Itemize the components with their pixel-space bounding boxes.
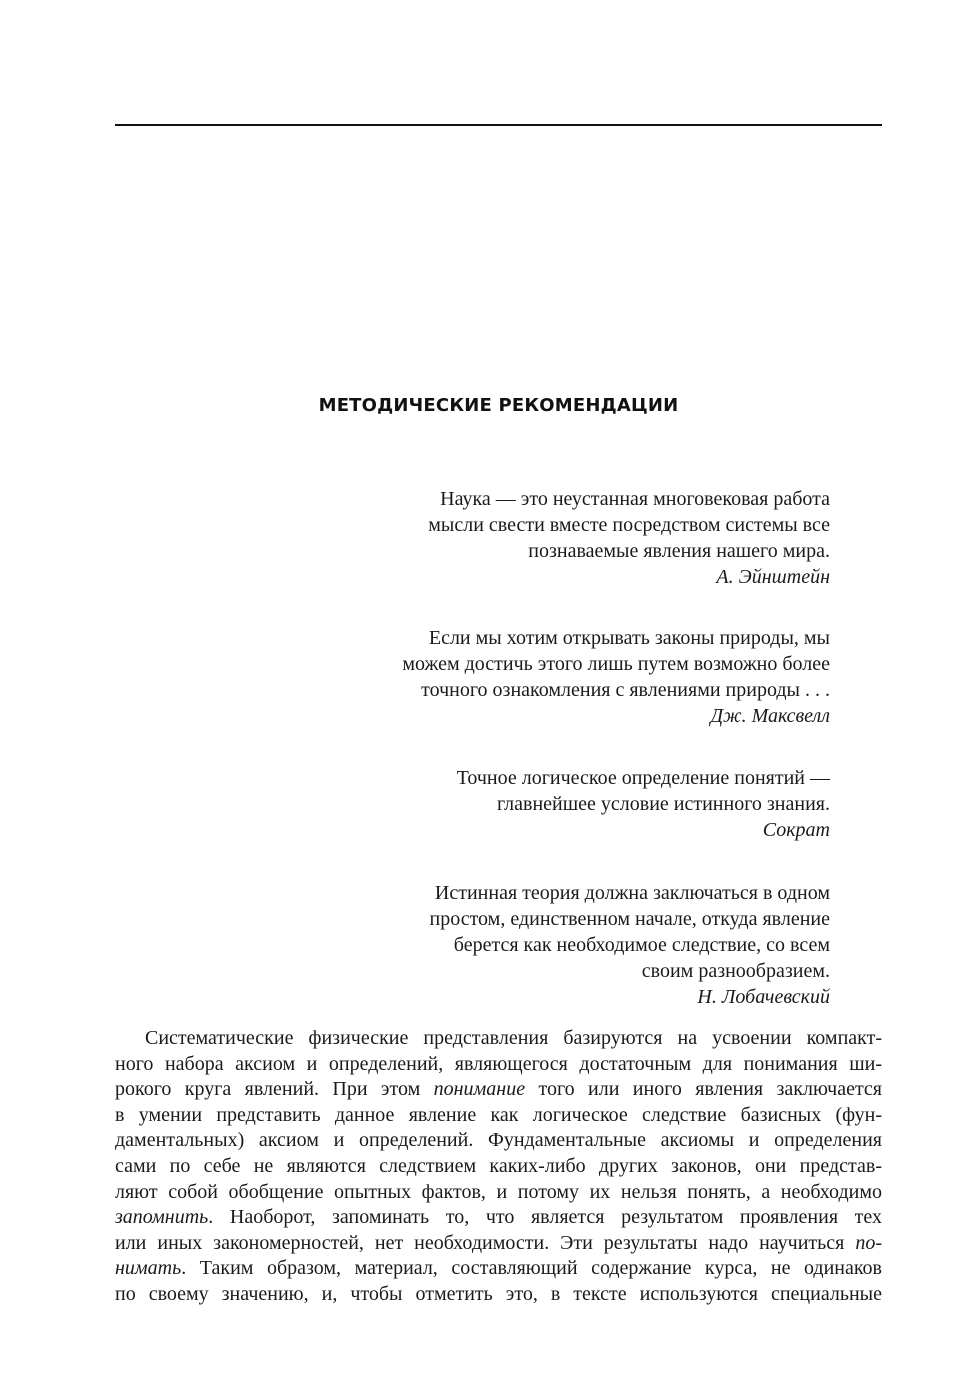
body-text-segment: или иных закономерностей, нет необходимости. Эти результаты надо научиться (115, 1231, 845, 1254)
body-text-segment: . Наоборот, запоминать то, что является результатом проявления тех (208, 1206, 882, 1229)
body-paragraph (115, 1026, 882, 1308)
epigraph-line: Точное логическое определение понятий — (456, 767, 830, 789)
epigraph-socrates (310, 765, 830, 843)
body-line (115, 1077, 882, 1103)
epigraph-line: Наука — это неустанная многовековая работа (440, 488, 830, 510)
epigraph-line: познаваемые явления нашего мира. (528, 540, 830, 562)
body-line: даментальных) аксиом и определений. Фундаментальные аксиомы и определения (115, 1129, 882, 1152)
epigraph-author: Сократ (762, 819, 830, 841)
section-title: МЕТОДИЧЕСКИЕ РЕКОМЕНДАЦИИ (318, 395, 679, 416)
epigraph-line: мысли свести вместе посредством системы все (428, 514, 830, 536)
body-text-segment: рокого круга явлений. При этом (115, 1078, 421, 1101)
body-line (115, 1205, 882, 1231)
body-line: Систематические физические представления базируются на усвоении компакт- (145, 1027, 882, 1049)
body-line (115, 1256, 882, 1282)
emphasis-understand-start: по- (855, 1231, 883, 1254)
body-line (115, 1231, 882, 1257)
epigraph-author: Дж. Максвелл (710, 705, 830, 727)
emphasis-understand-end: нимать (115, 1257, 182, 1280)
body-line: ляют собой обобщение опытных фактов, и потому их нельзя понять, а необходимо (115, 1180, 882, 1203)
body-line: в умении представить данное явление как логическое следствие базисных (фун- (115, 1103, 882, 1126)
body-text-segment: того или иного явления заключается (538, 1078, 883, 1101)
body-line: сами по себе не являются следствием каких-либо других законов, они представ- (115, 1154, 882, 1177)
epigraph-line: своим разнообразием. (641, 960, 830, 982)
epigraph-line: Истинная теория должна заключаться в одном (434, 882, 830, 904)
epigraph-lobachevsky (310, 880, 830, 1010)
emphasis-memorize: запомнить (115, 1206, 209, 1229)
body-line: по своему значению, и, чтобы отметить это, в тексте используются специальные (115, 1282, 882, 1305)
body-text-segment: . Таким образом, материал, составляющий содержание курса, не одинаков (181, 1257, 882, 1280)
epigraph-line: можем достичь этого лишь путем возможно более (402, 653, 830, 675)
epigraph-author: Н. Лобачевский (697, 986, 830, 1008)
epigraph-line: главнейшее условие истинного знания. (496, 793, 830, 815)
epigraph-author: А. Эйнштейн (716, 566, 830, 588)
epigraph-line: Если мы хотим открывать законы природы, мы (428, 627, 830, 649)
epigraph-einstein (310, 486, 830, 590)
emphasis-understanding: понимание (433, 1078, 526, 1101)
body-line: ного набора аксиом и определений, являющегося достаточным для понимания ши- (115, 1052, 882, 1075)
epigraph-line: простом, единственном начале, откуда явление (429, 908, 830, 930)
top-rule (115, 124, 882, 126)
epigraph-maxwell (310, 625, 830, 729)
epigraph-line: берется как необходимое следствие, со всем (453, 934, 830, 956)
epigraph-line: точного ознакомления с явлениями природы . . . (421, 679, 830, 701)
